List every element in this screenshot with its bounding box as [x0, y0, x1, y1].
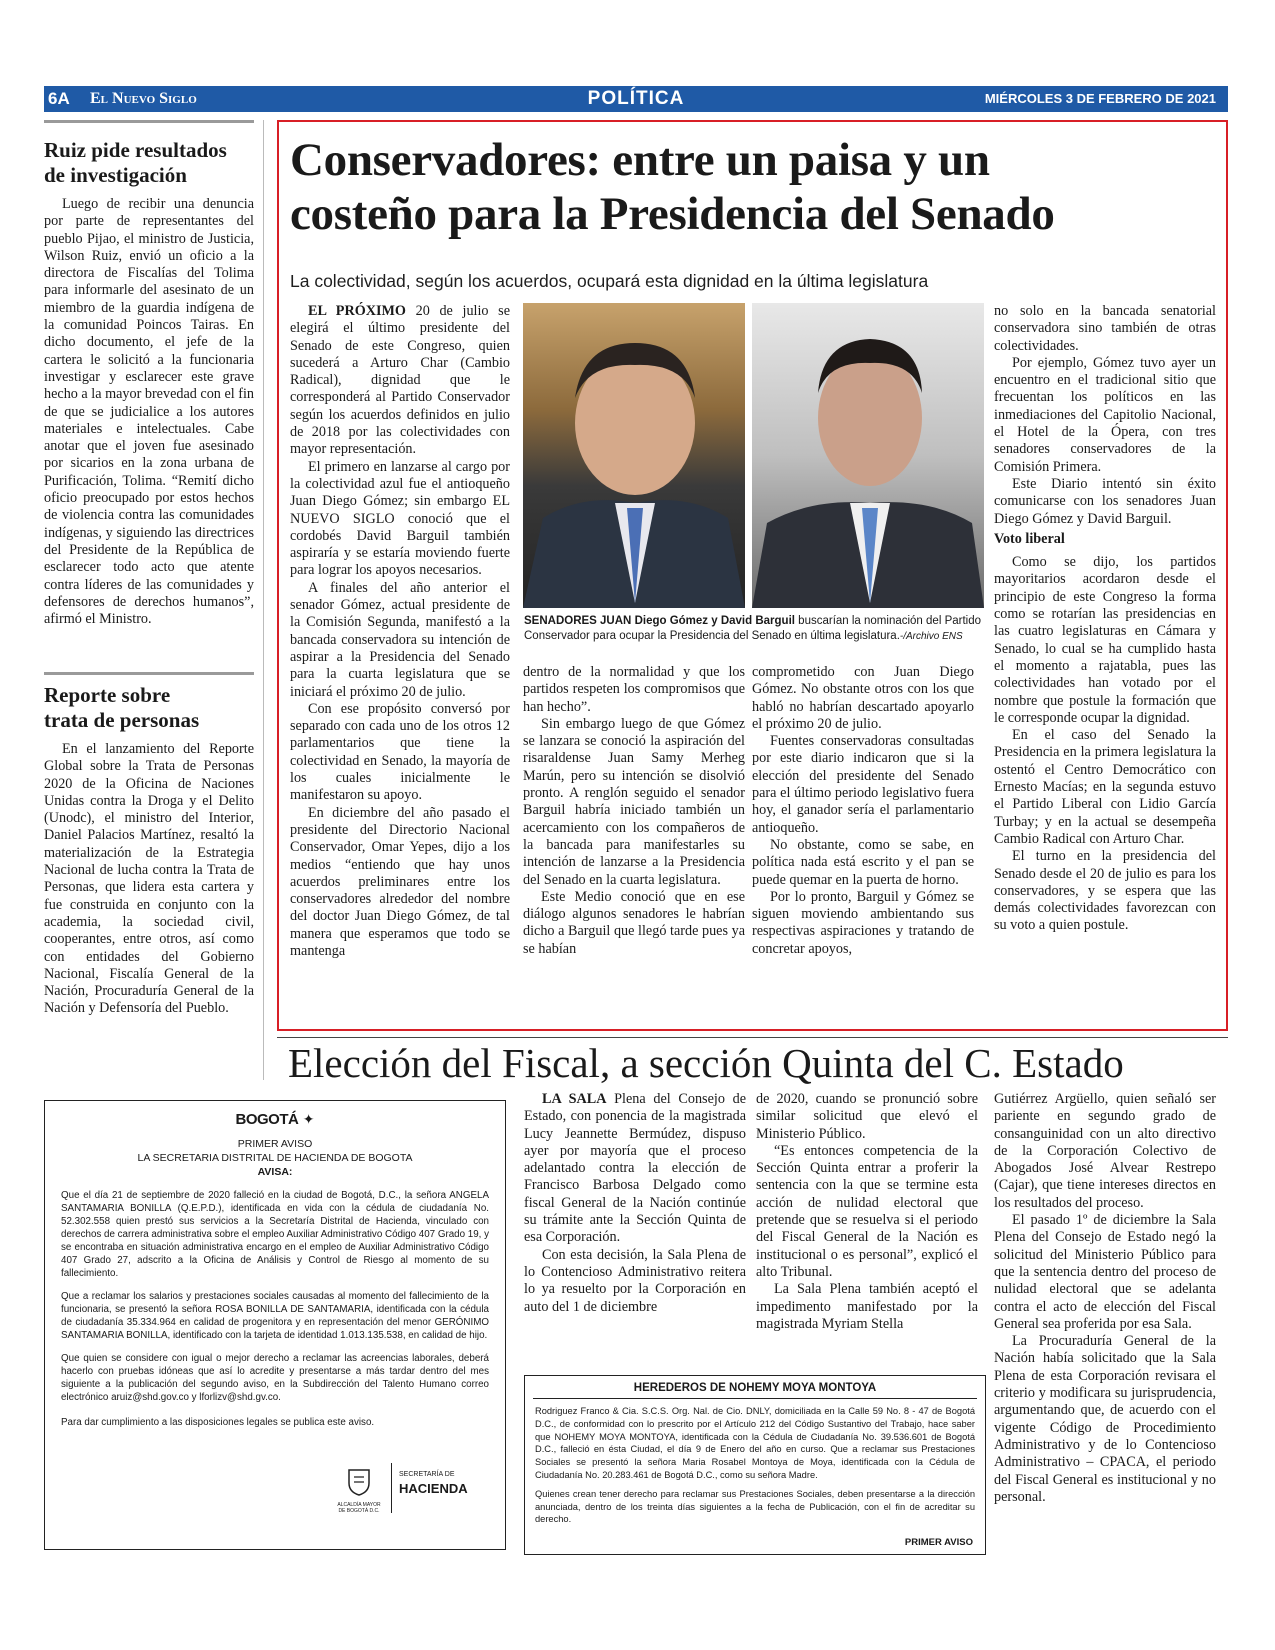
lead-words: EL PRÓXIMO: [308, 303, 406, 319]
main-col-4: no solo en la bancada senatorial conservadora sino también de otras colectividades. Por ejemplo, Gómez tuvo ayer un encuentro en el tradicional sitio que frecuentan los políticos en las inmediaciones del Capitolio Nacional, el Hotel de la Ópera, con tres senadores conservadores de la Comisión Primera. Este Diario intentó sin éxito comunicarse con los senadores Juan Diego Gómez y David Barguil. Voto liberal Como se dijo, los partidos mayoritarios acordaron desde el principio de este Congreso la forma como se rotarían las presidencias en las cuatro legislaturas en Cámara y Senado, lo cual se ha cumplido hasta el momento a rajatabla, pues las colectividades han votado por el nombre que postule la formación que le corresponde ocupar la dignidad. En el caso del Senado la Presidencia en la primera legislatura la ostentó el Centro Democrático con Ernesto Macías; en la segunda estuvo el Partido Liberal con Lidio García Turbay; y en la actual se desempeña Cambio Radical con Arturo Char. El turno en la presidencia del Senado desde el 20 de julio es para los conservadores, y se espera que las demás colectividades favorezcan con su voto a quien postule.: [994, 303, 1216, 934]
portrait-2-svg: [752, 303, 984, 608]
sidebar-story-2-body: En el lanzamiento del Reporte Global sobre la Trata de Personas 2020 de la Oficina de Naciones Unidas contra la Droga y el Delito (Unodc), el ministro del Interior, Daniel Palacios Martínez, resaltó la materialización de la Estrategia Nacional de lucha contra la Trata de Personas, que lidera esta cartera y fue construida en conjunto con la academia, la sociedad civil, cooperantes, entre otros, así como con entidades del Gobierno Nacional, Fiscalía General de la Nación, Procuraduría General de la Nación y Defensoría del Pueblo.: [44, 741, 254, 1017]
main-col-1: EL PRÓXIMO 20 de julio se elegirá el último presidente del Senado de este Congreso, quien sucederá a Arturo Char (Cambio Radical), dignidad que le corresponderá al Partido Conservador según los acuerdos definidos en julio de 2018 por las colectividades con mayor representación. El primero en lanzarse al cargo por la colectividad azul fue el antioqueño Juan Diego Gómez; sin embargo EL NUEVO SIGLO conoció que el cordobés David Barguil también aspiraría y se estaría moviendo fuerte para lograr los apoyos necesarios. A finales del año anterior el senador Gómez, actual presidente de la Comisión Segunda, manifestó a la bancada conservadora su intención de aspirar a la Presidencia del Senado para la cuarta legislatura que se iniciará el próximo 20 de julio. Con ese propósito conversó por separado con cada uno de los otros 12 parlamentarios que tiene la colectividad en Senado, la mayoría de los cuales inicialmente le manifestaron su apoyo. En diciembre del año pasado el presidente del Directorio Nacional Conservador, Omar Yepes, dijo a los medios “entiendo que hay unos acuerdos preliminares entre los conservadores alrededor del nombre del doctor Juan Diego Gómez, de tal manera que esperamos que todo se mantenga: [290, 303, 510, 959]
star-icon: ✦: [302, 1111, 315, 1127]
notice-herederos: [524, 1375, 986, 1555]
sidebar-story-2: [44, 683, 254, 1018]
page-header-bar: [44, 86, 1228, 112]
portrait-1-svg: [523, 303, 745, 608]
page-number: 6A: [48, 89, 70, 108]
notice-1-footer: ALCALDÍA MAYOR DE BOGOTÁ D.C. SECRETARÍA DE HACIENDA: [335, 1461, 485, 1521]
photo-juan-diego-gomez: [523, 303, 745, 608]
sidebar-story-1-body: Luego de recibir una denuncia por parte de representantes del pueblo Pijao, el ministro de Justicia, Wilson Ruiz, envió un oficio a la directora de Fiscalías del Tolima para informarle del asesinato de un miembro de la guardia indígena de la comunidad Poincos Tairas. En dicho documento, el jefe de la cartera le solicitó a la funcionaria investigar y esclarecer este grave hecho a la mayor brevedad con el fin de que se judicialice a los autores materiales e intelectuales. Cabe anotar que el joven fue asesinado por sicarios en la zona urbana de Purificación, Tolima. “Remití dicho oficio preocupado por estos hechos de violencia contra las comunidades indígenas, y siguiendo las directrices del Presidente de la República de esclarecer todo acto que atente contra líderes de las comunidades y defensores de derechos humanos”, afirmó el Ministro.: [44, 196, 254, 628]
sidebar-story-1: [44, 138, 254, 628]
section-title: POLÍTICA: [587, 88, 685, 109]
bogota-logo: BOGOTÁ ✦: [235, 1111, 315, 1128]
footer-divider: [391, 1463, 392, 1513]
sidebar-story-1-title: Ruiz pide resultados de investigación: [44, 138, 227, 187]
coat-of-arms-icon: ALCALDÍA MAYOR DE BOGOTÁ D.C.: [335, 1467, 383, 1514]
notice-2-body: Rodriguez Franco & Cia. S.C.S. Org. Nal. de Cio. DNLY, domiciliada en la Calle 59 No. 8 - 47 de Bogotá D.C., de conformidad con lo prescrito por el Artículo 212 del Código Sustantivo del Trabajo, hace saber que NOHEMY MOYA MONTOYA, identificada con la Cédula de Ciudadanía No. 39.536.601 de Bogotá D.C., falleció en ésta Ciudad, el día 9 de Enero del año en curso. Que a reclamar sus Prestaciones Sociales se presentó la señora Maria Rosabel Montoya de Moya, identificada con la Cédula de Ciudadanía No. 20.283.461 de Bogotá D.C., como su señora Madre. Quienes crean tener derecho para reclamar sus Prestaciones Sociales, deben presentarse a la dirección anunciada, dentro de los treinta días siguientes a la fecha de Publicación, con el fin de acreditar su derecho.: [535, 1406, 975, 1525]
subhead-voto-liberal: Voto liberal: [994, 530, 1065, 547]
story-2-col-3: Gutiérrez Argüello, quien señaló ser pariente en segundo grado de consanguinidad con un alto directivo de la Corporación Colectivo de Abogados José Alvear Restrepo (Cajar), que tiene intereses directos en los resultados del proceso. El pasado 1º de diciembre la Sala Plena del Consejo de Estado negó la solicitud del Ministerio Público para que la sentencia dentro del proceso de nulidad electoral que se adelanta contra el acto de elección del Fiscal General sea proferida por esa Sala. La Procuraduría General de la Nación había solicitado que la Sala Plena de esta Corporación revisara el criterio y modificara su jurisprudencia, argumentando que, de acuerdo con el vigente Código de Procedimiento Administrativo y de lo Contencioso Administrativo – CPACA, el periodo del Fiscal General es institucional y no personal.: [994, 1091, 1216, 1505]
notice-2-footer: PRIMER AVISO: [904, 1537, 973, 1548]
notice-1-heading: PRIMER AVISO LA SECRETARIA DISTRITAL DE HACIENDA DE BOGOTA AVISA:: [137, 1138, 413, 1178]
sidebar-top-rule: [44, 120, 254, 123]
main-col-3: comprometido con Juan Diego Gómez. No obstante otros con los que habló no habrían descartado apoyarlo el próximo 20 de julio. Fuentes conservadoras consultadas por este diario indicaron que si la elección del presidente del Senado para el último periodo legislativo fuera hoy, el ganador sería el parlamentario antioqueño. No obstante, como se sabe, en política nada está escrito y el pan se puede quemar en la puerta de horno. Por lo pronto, Barguil y Gómez se siguen moviendo ambientando sus respectivas aspiraciones y tratando de concretar apoyos,: [752, 664, 974, 957]
photo-caption: SENADORES JUAN Diego Gómez y David Barguil buscarían la nominación del Partido Conservador para ocupar la Presidencia del Senado en última legislatura.-/Archivo ENS: [524, 615, 982, 642]
main-headline: Conservadores: entre un paisa y un costeño para la Presidencia del Senado: [290, 134, 1055, 240]
column-separator: [263, 120, 264, 1080]
story-2-col-2: de 2020, cuando se pronunció sobre similar solicitud que elevó el Ministerio Público. “Es entonces competencia de la Sección Quinta entrar a proferir la sentencia con la que se termine esta acción de nulidad electoral que pretende que se resuelva si el periodo del Fiscal General de la Nación es institucional o es personal”, explicó el alto Tribunal. La Sala Plena también aceptó el impedimento manifestado por la magistrada Myriam Stella: [756, 1091, 978, 1332]
story-2-top-rule: [277, 1037, 1228, 1038]
main-subheadline: La colectividad, según los acuerdos, ocupará esta dignidad en la última legislatura: [290, 271, 929, 291]
main-col-2: dentro de la normalidad y que los partidos respeten los compromisos que han hecho”. Sin embargo luego de que Gómez se lanzara se conoció la aspiración del risaraldense Juan Samy Merheg Marún, pero su intención se disolvió pronto. A renglón seguido el senador Barguil habría iniciado también un acercamiento con los compañeros de la bancada para manifestarles su intención de lanzarse a la Presidencia del Senado en la cuarta legislatura. Este Medio conoció que en ese diálogo algunos senadores le habrían dicho a Barguil que llegó tarde pues ya se habían: [523, 664, 745, 957]
notice-2-title: HEREDEROS DE NOHEMY MOYA MONTOYA: [533, 1382, 977, 1399]
story-2-headline: Elección del Fiscal, a sección Quinta del C. Estado: [288, 1040, 1124, 1086]
issue-date: MIÉRCOLES 3 DE FEBRERO DE 2021: [984, 91, 1216, 106]
notice-1-body: Que el día 21 de septiembre de 2020 falleció en la ciudad de Bogotá, D.C., la señora ANGELA SANTAMARIA BONILLA (Q.E.P.D.), identificada en vida con la cédula de ciudadanía No. 52.302.558 quien prestó sus servicios a la Secretaría Distrital de Hacienda, vinculado con derechos de carrera administrativa sobre el empleo Auxiliar Administrativo Código 407 Grado 19, y se encontraba en situación administrativa encargo en el empleo de Auxiliar Administrativo Código 407 Grado 27, adscrito a la Oficina de Análisis y Control de Riesgo al momento de su fallecimiento. Que a reclamar los salarios y prestaciones sociales causadas al momento del fallecimiento de la funcionaria, se presentó la señora ROSA BONILLA DE SANTAMARIA, identificada con la cédula de ciudadanía 35.334.964 en calidad de progenitora y en representación del menor GERÓNIMO SANTAMARIA BONILLA, identificado con la tarjeta de identidad 1.013.135.538, en calidad de hijo. Que quien se considere con igual o mejor derecho a reclamar las acreencias laborales, deberá hacerlo con pruebas idóneas que así lo acredite y presentarse a más tardar dentro del mes siguiente a la publicación del segundo aviso, en la Subdirección del Talento Humano correo electrónico aruiz@shd.gov.co y lforlizv@shd.gv.co. Para dar cumplimiento a las disposiciones legales se publica este aviso.: [61, 1190, 490, 1428]
sidebar-divider: [44, 672, 254, 675]
photo-david-barguil: [752, 303, 984, 608]
newspaper-name: El Nuevo Siglo: [90, 90, 197, 107]
notice-secretaria-hacienda: [44, 1100, 506, 1550]
story-2-col-1: LA SALA Plena del Consejo de Estado, con ponencia de la magistrada Lucy Jeannette Bermúdez, dispuso ayer por mayoría que el proceso adelantado contra la elección de Francisco Barbosa Delgado como fiscal General de la Nación continúe su trámite ante la Sección Quinta de esa Corporación. Con esta decisión, la Sala Plena de lo Contencioso Administrativo reitera lo ya resuelto por la Corporación en auto del 1 de diciembre: [524, 1091, 747, 1315]
sidebar-story-2-title: Reporte sobre trata de personas: [44, 683, 200, 732]
